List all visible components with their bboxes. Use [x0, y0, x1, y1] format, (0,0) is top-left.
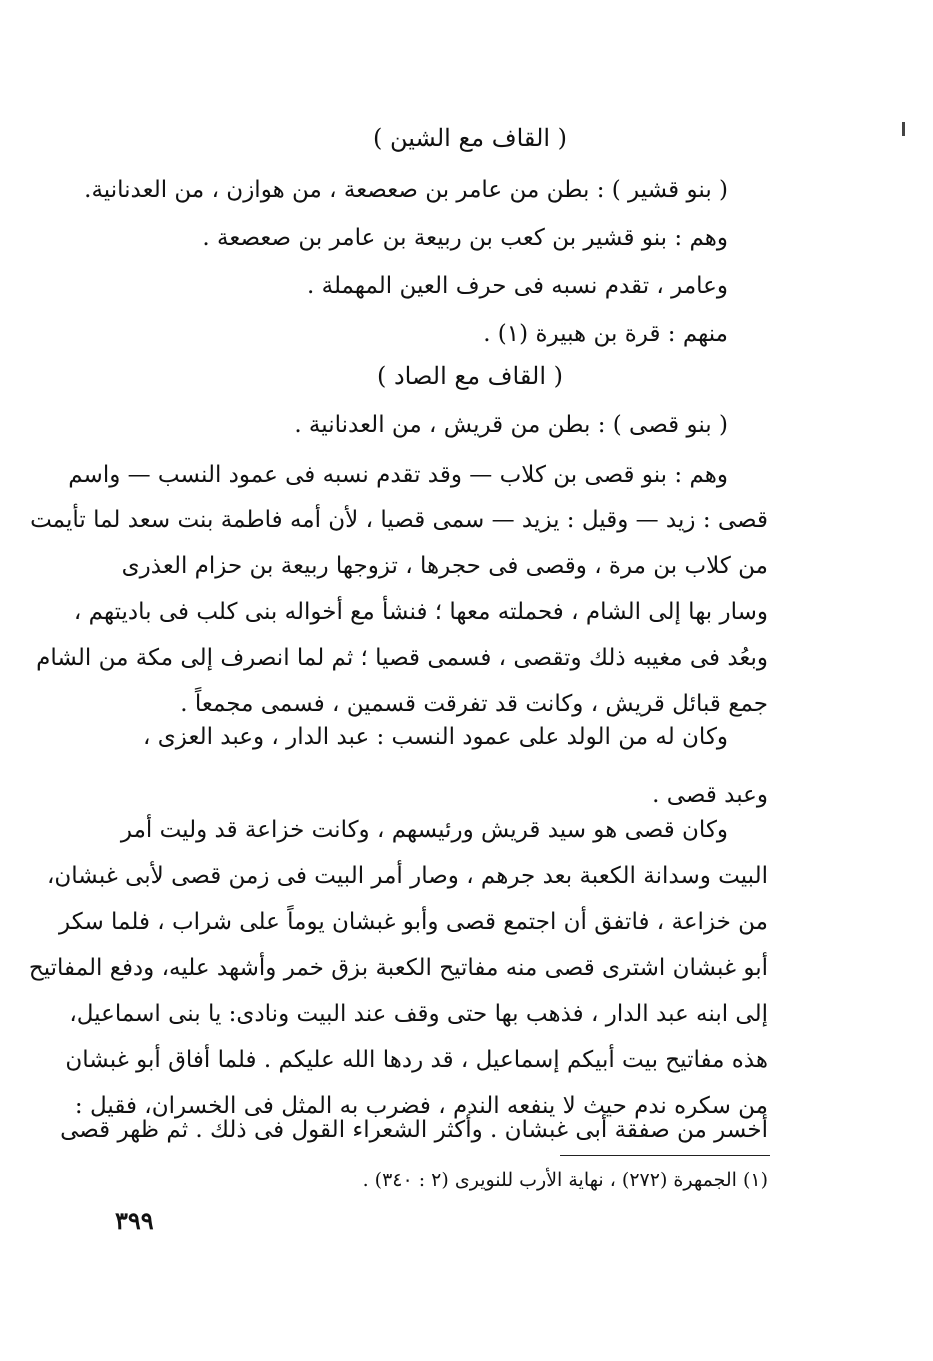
text-line: منهم : قرة بن هبيرة (١) . [483, 321, 728, 347]
text-line: أخسر من صفقة أبى غبشان . وأكثر الشعراء القول فى ذلك . ثم ظهر قصى [60, 1117, 768, 1143]
section-heading-qaf-shin: ( القاف مع الشين ) [372, 124, 568, 152]
section-heading-qaf-sad: ( القاف مع الصاد ) [377, 362, 563, 390]
text-line: وهم : بنو قصى بن كلاب — وقد تقدم نسبه فى عمود النسب — واسم [68, 462, 728, 488]
text-line: ( بنو قشير ) : بطن من عامر بن صعصعة ، من هوازن ، من العدنانية. [84, 177, 728, 203]
text-line: وسار بها إلى الشام ، فحملته معها ؛ فنشأ مع أخواله بنى كلب فى باديتهم ، [73, 599, 768, 625]
text-line: ( بنو قصى ) : بطن من قريش ، من العدنانية . [294, 412, 728, 438]
footnote-divider [560, 1155, 770, 1156]
text-line: من سكره ندم حيث لا ينفعه الندم ، فضرب به المثل فى الخسران، فقيل : [74, 1093, 768, 1119]
text-line: وعبد قصى . [652, 782, 768, 808]
text-line: وبعُد فى مغيبه ذلك وتقصى ، فسمى قصيا ؛ ثم لما انصرف إلى مكة من الشام [36, 645, 768, 671]
text-line: هذه مفاتيح بيت أبيكم إسماعيل ، قد ردها الله عليكم . فلما أفاق أبو غبشان [65, 1047, 768, 1073]
text-line: وهم : بنو قشير بن كعب بن ربيعة بن عامر بن صعصعة . [202, 225, 728, 251]
footnote: (١) الجمهرة (٢٧٢) ، نهاية الأرب للنويرى (٢ : ٣٤٠) . [362, 1169, 768, 1191]
text-line: إلى ابنه عبد الدار ، فذهب بها حتى وقف عند البيت ونادى: يا بنى اسماعيل، [69, 1001, 768, 1027]
text-line: وعامر ، تقدم نسبه فى حرف العين المهملة . [306, 273, 728, 299]
text-line: قصى : زيد — وقيل : يزيد — سمى قصيا ، لأن أمه فاطمة بنت سعد لما تأيمت [30, 507, 768, 533]
text-line: جمع قبائل قريش ، وكانت قد تفرقت قسمين ، فسمى مجمعاً . [180, 691, 768, 717]
scan-edge-mark [902, 122, 905, 136]
text-line: من خزاعة ، فاتفق أن اجتمع قصى وأبو غبشان يوماً على شراب ، فلما سكر [59, 909, 768, 935]
text-line: من كلاب بن مرة ، وقصى فى حجرها ، تزوجها ربيعة بن حزام العذرى [121, 553, 768, 579]
text-line: وكان له من الولد على عمود النسب : عبد الدار ، وعبد العزى ، [143, 724, 728, 750]
text-line: أبو غبشان اشترى قصى منه مفاتيح الكعبة بزق خمر وأشهد عليه، ودفع المفاتيح [28, 955, 768, 981]
text-line: وكان قصى هو سيد قريش ورئيسهم ، وكانت خزاعة قد وليت أمر [120, 817, 728, 843]
text-line: البيت وسدانة الكعبة بعد جرهم ، وصار أمر البيت فى زمن قصى لأبى غبشان، [46, 863, 768, 889]
page-number: ٣٩٩ [115, 1206, 154, 1235]
